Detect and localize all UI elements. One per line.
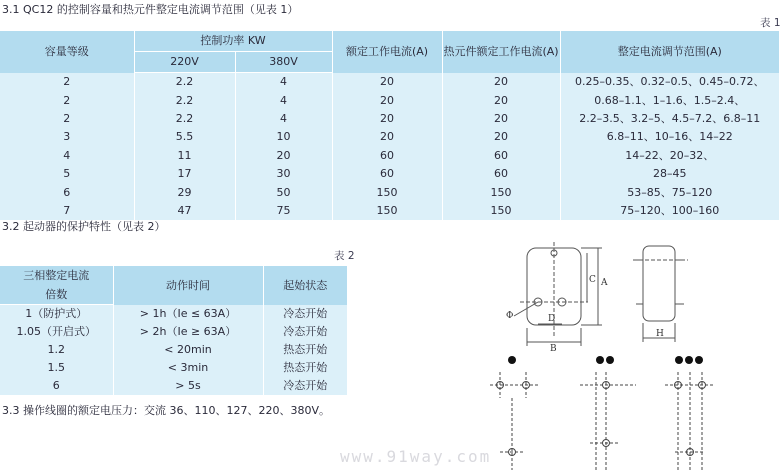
cell-thermal: 60 bbox=[442, 147, 560, 165]
cell-rated: 150 bbox=[332, 183, 442, 201]
cell-state: 冷态开始 bbox=[283, 325, 328, 338]
cell-range: 0.68–1.1、1–1.6、1.5–2.4、 bbox=[594, 93, 746, 107]
cell-range: 28–45 bbox=[653, 167, 687, 181]
cell-time: > 5s bbox=[113, 377, 263, 395]
header-rated-current: 额定工作电流(A) bbox=[332, 31, 442, 73]
cell-time: > 1h（Ie ≤ 63A） bbox=[113, 305, 263, 324]
cell-rated: 20 bbox=[332, 73, 442, 92]
cell-grade: 6 bbox=[0, 183, 134, 201]
cell-thermal: 150 bbox=[442, 202, 560, 220]
cell-multiple: 6 bbox=[0, 377, 113, 395]
cell-380v: 10 bbox=[235, 128, 332, 146]
cell-state: 热态开始 bbox=[283, 343, 328, 356]
cell-time: > 2h（Ie ≥ 63A） bbox=[113, 323, 263, 341]
cell-rated: 20 bbox=[332, 91, 442, 109]
table-row bbox=[0, 147, 779, 165]
dim-label-h: H bbox=[656, 329, 664, 339]
table-row bbox=[0, 323, 347, 341]
cell-thermal: 20 bbox=[442, 110, 560, 128]
cell-thermal: 20 bbox=[442, 91, 560, 109]
cell-220v: 2.2 bbox=[134, 73, 235, 92]
cell-state: 热态开始 bbox=[283, 361, 328, 374]
cell-220v: 5.5 bbox=[134, 128, 235, 146]
cell-multiple: 1.2 bbox=[0, 341, 113, 359]
cell-380v: 4 bbox=[235, 73, 332, 92]
dim-label-b: B bbox=[550, 344, 557, 354]
pattern-3-marker-icon bbox=[675, 356, 683, 364]
table-row bbox=[0, 128, 779, 146]
pattern-2-marker-icon bbox=[606, 356, 614, 364]
watermark: www.91way.com bbox=[340, 447, 492, 466]
header-grade: 容量等级 bbox=[0, 31, 134, 73]
section-3-3-heading: 3.3 操作线圈的额定电压力：交流 36、110、127、220、380V。 bbox=[2, 404, 330, 417]
header-thermal-current: 热元件额定工作电流(A) bbox=[442, 31, 560, 73]
cell-grade: 5 bbox=[0, 165, 134, 183]
cell-range: 6.8–11、10–16、14–22 bbox=[606, 130, 733, 144]
table1-label: 表 1 bbox=[760, 17, 781, 29]
cell-multiple: 1（防护式） bbox=[0, 305, 113, 324]
cell-rated: 20 bbox=[332, 128, 442, 146]
table-row bbox=[0, 377, 347, 395]
table-row bbox=[0, 341, 347, 359]
dim-label-c: C bbox=[589, 275, 596, 285]
table2-label: 表 2 bbox=[334, 250, 355, 262]
header-multiple-line2: 倍数 bbox=[0, 285, 113, 305]
dim-label-phi: Φ bbox=[506, 311, 514, 321]
section-3-2-heading: 3.2 起动器的保护特性（见表 2） bbox=[2, 220, 166, 233]
pattern-2-marker-icon bbox=[596, 356, 604, 364]
hole-pattern-3 bbox=[665, 356, 715, 470]
hole-pattern-2 bbox=[580, 356, 636, 470]
cell-rated: 60 bbox=[332, 147, 442, 165]
cell-multiple: 1.5 bbox=[0, 359, 113, 377]
section-3-1-heading: 3.1 QC12 的控制容量和热元件整定电流调节范围（见表 1） bbox=[2, 3, 299, 16]
cell-grade: 3 bbox=[0, 128, 134, 146]
cell-220v: 47 bbox=[134, 202, 235, 220]
cell-thermal: 20 bbox=[442, 73, 560, 92]
pattern-1-marker-icon bbox=[508, 356, 516, 364]
header-220v: 220V bbox=[134, 52, 235, 73]
header-range: 整定电流调节范围(A) bbox=[617, 44, 722, 58]
side-view-body bbox=[643, 246, 675, 321]
cell-380v: 50 bbox=[235, 183, 332, 201]
cell-range: 75–120、100–160 bbox=[620, 203, 720, 217]
table-row bbox=[0, 202, 779, 220]
header-initial-state: 起始状态 bbox=[283, 278, 328, 292]
cell-grade: 2 bbox=[0, 91, 134, 109]
cell-grade: 2 bbox=[0, 110, 134, 128]
cell-220v: 29 bbox=[134, 183, 235, 201]
cell-range: 2.2–3.5、3.2–5、4.5–7.2、6.8–11 bbox=[579, 111, 761, 125]
table-2 bbox=[0, 266, 347, 395]
cell-220v: 2.2 bbox=[134, 91, 235, 109]
cell-380v: 4 bbox=[235, 110, 332, 128]
table-1 bbox=[0, 31, 779, 220]
cell-range: 0.25–0.35、0.32–0.5、0.45–0.72、 bbox=[575, 74, 765, 88]
dim-label-d: D bbox=[548, 314, 556, 324]
header-action-time: 动作时间 bbox=[113, 266, 263, 305]
header-380v: 380V bbox=[235, 52, 332, 73]
cell-grade: 4 bbox=[0, 147, 134, 165]
cell-time: < 20min bbox=[113, 341, 263, 359]
cell-380v: 75 bbox=[235, 202, 332, 220]
cell-thermal: 60 bbox=[442, 165, 560, 183]
cell-rated: 20 bbox=[332, 110, 442, 128]
cell-220v: 2.2 bbox=[134, 110, 235, 128]
header-multiple-line1: 三相整定电流 bbox=[23, 269, 90, 282]
cell-range: 53–85、75–120 bbox=[627, 185, 713, 199]
header-multiple bbox=[0, 266, 113, 285]
cell-range: 14–22、20–32、 bbox=[625, 148, 715, 162]
cell-time: < 3min bbox=[113, 359, 263, 377]
cell-state: 冷态开始 bbox=[283, 306, 328, 320]
cell-380v: 30 bbox=[235, 165, 332, 183]
cell-rated: 60 bbox=[332, 165, 442, 183]
cell-380v: 20 bbox=[235, 147, 332, 165]
hole-pattern-1 bbox=[490, 356, 538, 470]
table-row bbox=[0, 359, 347, 377]
cell-grade: 7 bbox=[0, 202, 134, 220]
dim-label-a: A bbox=[601, 278, 608, 288]
cell-grade: 2 bbox=[0, 73, 134, 92]
table-row bbox=[0, 110, 779, 128]
cell-thermal: 20 bbox=[442, 128, 560, 146]
cell-220v: 17 bbox=[134, 165, 235, 183]
pattern-3-marker-icon bbox=[685, 356, 693, 364]
cell-380v: 4 bbox=[235, 91, 332, 109]
cell-rated: 150 bbox=[332, 202, 442, 220]
cell-state: 冷态开始 bbox=[283, 379, 328, 392]
header-power: 控制功率 KW bbox=[134, 31, 332, 52]
dimension-diagram bbox=[490, 238, 780, 470]
table-row bbox=[0, 165, 779, 183]
table-row bbox=[0, 305, 347, 324]
table-row bbox=[0, 91, 779, 109]
table-row bbox=[0, 73, 779, 92]
cell-thermal: 150 bbox=[442, 183, 560, 201]
pattern-3-marker-icon bbox=[695, 356, 703, 364]
table-row bbox=[0, 183, 779, 201]
cell-multiple: 1.05（开启式） bbox=[0, 323, 113, 341]
cell-220v: 11 bbox=[134, 147, 235, 165]
